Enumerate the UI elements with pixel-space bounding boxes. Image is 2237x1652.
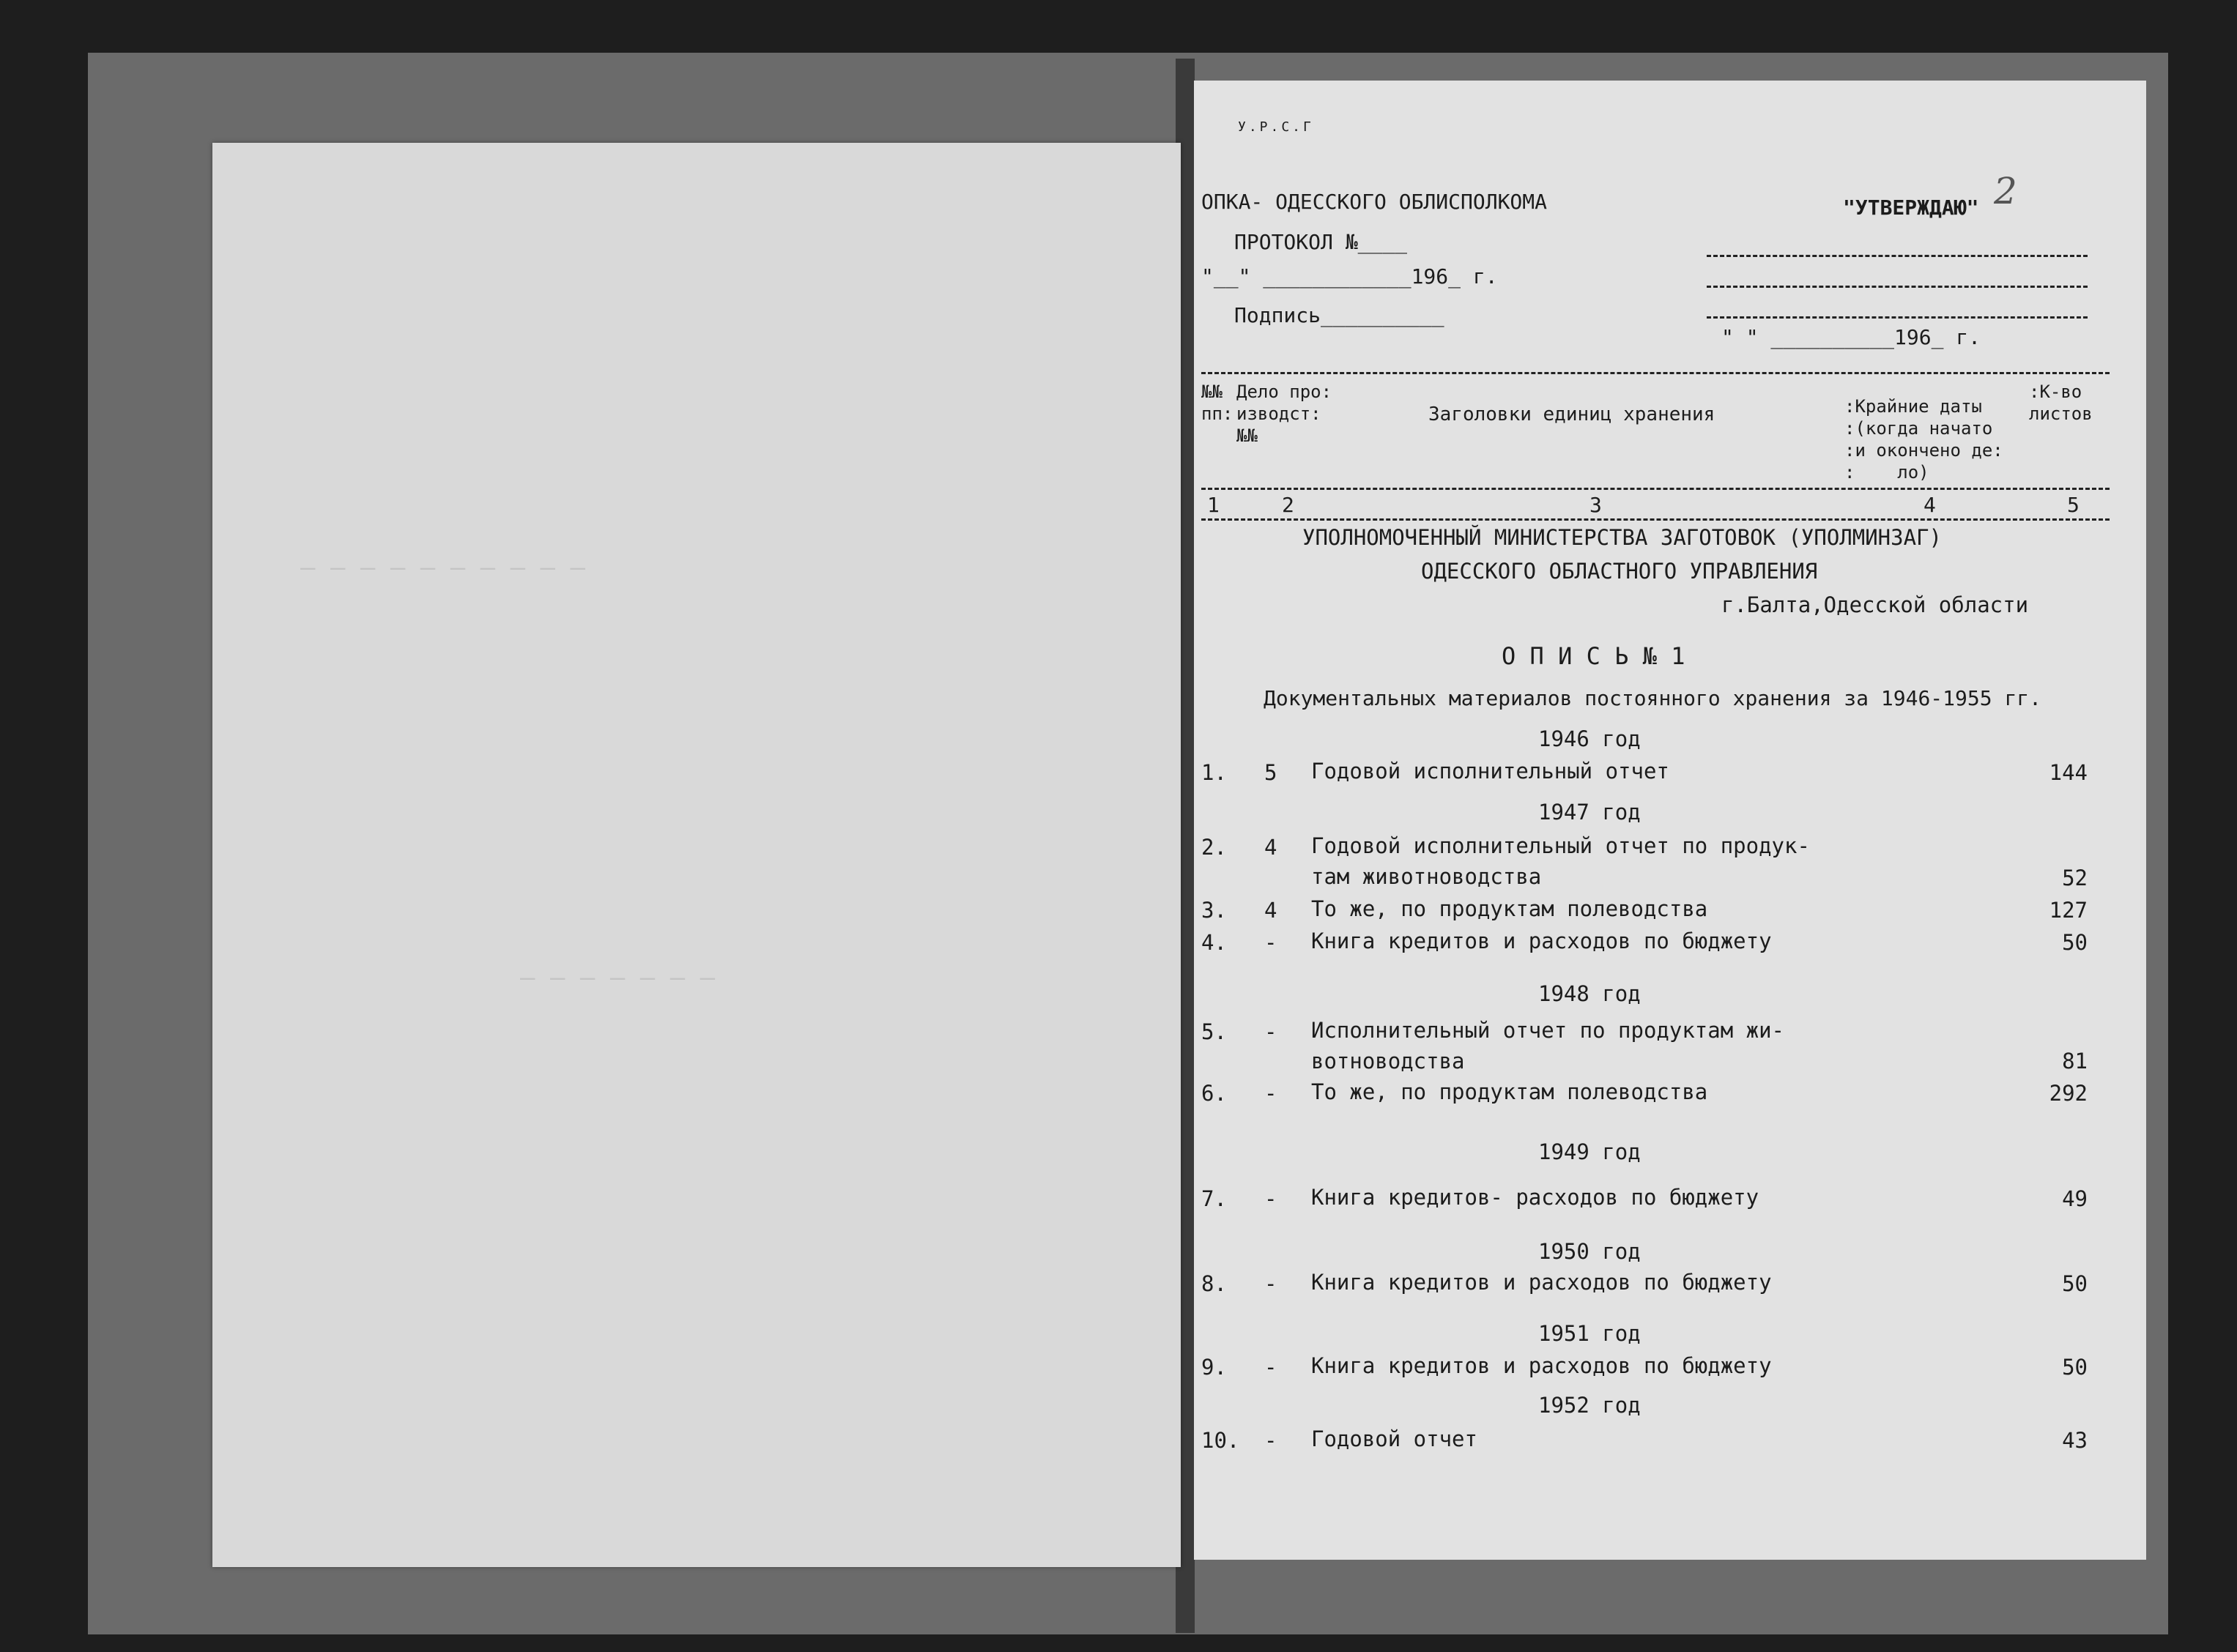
table-top-rule [1201,372,2110,374]
row-title: То же, по продуктам полеводства [1311,1079,1708,1104]
row-title: Годовой исполнительный отчет по продук- [1311,833,1810,858]
row-title: Книга кредитов и расходов по бюджету [1311,929,1772,953]
inventory-title: О П И С Ь № 1 [1502,642,1685,670]
row-sheets: 127 [2049,898,2088,923]
col-num-4: 4 [1923,493,1936,517]
row-sheets: 52 [2062,866,2088,890]
corner-mark: У.Р.С.Г [1238,119,1314,135]
table-bottom-rule [1201,518,2110,521]
year-heading: 1946 год [1538,726,1641,751]
row-sheets: 50 [2062,1355,2088,1380]
year-heading: 1952 год [1538,1393,1641,1418]
row-sheets: 292 [2049,1081,2088,1106]
row-title: Книга кредитов и расходов по бюджету [1311,1270,1772,1295]
year-heading: 1950 год [1538,1239,1641,1264]
col-header-sheets: :К-во листов [2029,382,2093,424]
row-number: 5. [1201,1019,1227,1044]
table-mid-rule [1201,488,2110,490]
row-case: 4 [1264,835,1277,860]
row-sheets: 50 [2062,1271,2088,1296]
institution-line-2: ОДЕССКОГО ОБЛАСТНОГО УПРАВЛЕНИЯ [1421,559,1818,584]
row-number: 9. [1201,1355,1227,1380]
col-num-5: 5 [2067,493,2080,517]
row-case: - [1264,1081,1277,1106]
row-sheets: 43 [2062,1428,2088,1453]
row-sheets: 49 [2062,1186,2088,1211]
row-sheets: 81 [2062,1049,2088,1074]
row-number: 8. [1201,1271,1227,1296]
org-header: ОПКА- ОДЕССКОГО ОБЛИСПОЛКОМА [1201,190,1548,214]
approval-line [1707,316,2088,319]
col-header-dates: :Крайние даты :(когда начато :и окончено де: : ло) [1844,396,2003,483]
row-title: То же, по продуктам полеводства [1311,896,1708,921]
year-heading: 1949 год [1538,1139,1641,1164]
row-title: Книга кредитов- расходов по бюджету [1311,1185,1759,1210]
row-title: Исполнительный отчет по продуктам жи- [1311,1018,1785,1043]
handwritten-page-number: 2 [1994,170,2017,212]
year-heading: 1948 год [1538,981,1641,1006]
col-header-title: Заголовки единиц хранения [1428,403,1715,425]
row-title-cont: вотноводства [1311,1049,1465,1074]
row-number: 6. [1201,1081,1227,1106]
row-case: - [1264,1428,1277,1453]
inventory-page [1194,81,2146,1560]
row-case: - [1264,1019,1277,1044]
date-left: "__" ____________196_ г. [1201,264,1498,289]
row-title: Книга кредитов и расходов по бюджету [1311,1353,1772,1378]
row-number: 10. [1201,1428,1240,1453]
row-title: Годовой исполнительный отчет [1311,759,1669,784]
row-sheets: 50 [2062,930,2088,955]
row-case: - [1264,1271,1277,1296]
col-header-number: №№ пп: [1201,382,1233,424]
bleed-through-text: ‒ ‒ ‒ ‒ ‒ ‒ ‒ ‒ ‒ ‒ [300,553,585,582]
approval-line [1707,255,2088,257]
row-case: - [1264,930,1277,955]
row-number: 7. [1201,1186,1227,1211]
row-title-cont: там животноводства [1311,864,1542,889]
date-right: " " __________196_ г. [1721,325,1981,349]
col-header-case: Дело про: изводст: №№ [1236,382,1332,446]
inventory-subtitle: Документальных материалов постоянного хранения за 1946-1955 гг. [1264,686,2042,710]
institution-location: г.Балта,Одесской области [1721,592,2029,617]
row-case: 5 [1264,760,1277,785]
row-number: 4. [1201,930,1227,955]
row-case: - [1264,1186,1277,1211]
signature-line: Подпись__________ [1234,303,1444,327]
approval-line [1707,286,2088,288]
row-number: 3. [1201,898,1227,923]
year-heading: 1947 год [1538,800,1641,825]
institution-line-1: УПОЛНОМОЧЕННЫЙ МИНИСТЕРСТВА ЗАГОТОВОК (УПОЛМИНЗАГ) [1302,525,1942,550]
col-num-3: 3 [1589,493,1602,517]
row-number: 1. [1201,760,1227,785]
bleed-through-text: ‒ ‒ ‒ ‒ ‒ ‒ ‒ [520,963,716,992]
protocol-line: ПРОТОКОЛ №____ [1234,230,1408,254]
year-heading: 1951 год [1538,1321,1641,1346]
col-num-2: 2 [1282,493,1294,517]
col-num-1: 1 [1207,493,1220,517]
left-blank-page [212,143,1181,1567]
row-case: - [1264,1355,1277,1380]
approve-stamp: "УТВЕРЖДАЮ" [1843,196,1979,220]
row-number: 2. [1201,835,1227,860]
row-title: Годовой отчет [1311,1426,1477,1451]
row-sheets: 144 [2049,760,2088,785]
row-case: 4 [1264,898,1277,923]
